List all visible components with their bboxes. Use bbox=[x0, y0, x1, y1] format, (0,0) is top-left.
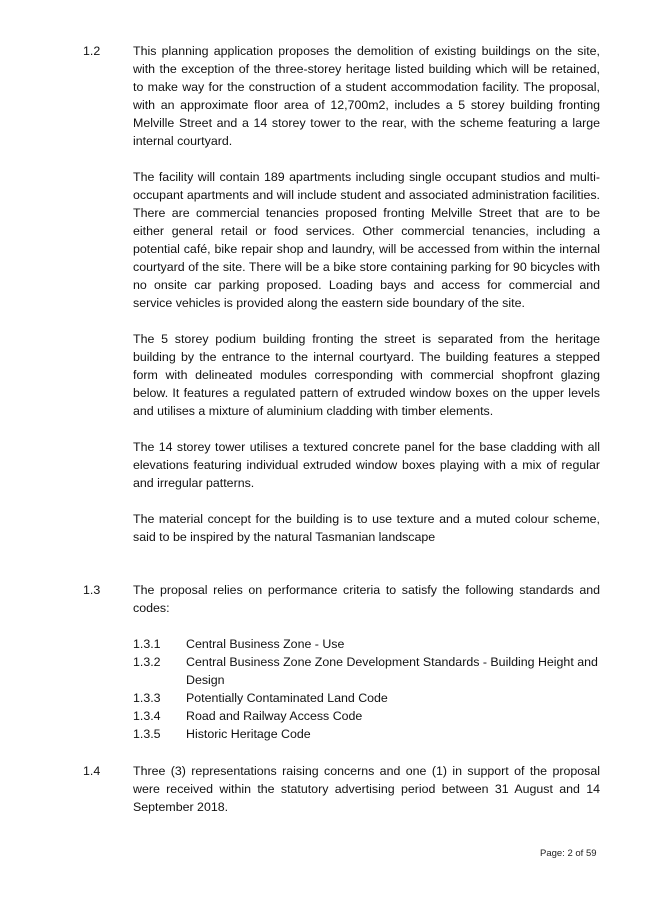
list-item-number: 1.3.3 bbox=[133, 691, 161, 705]
section-number: 1.4 bbox=[83, 764, 101, 778]
list-item-number: 1.3.4 bbox=[133, 709, 161, 723]
paragraph: The 5 storey podium building fronting the street is separated from the heritage building by the entrance to the internal courtyard. The building features a stepped form with delineated modules corresponding with commercial shopfront glazing below. It features a regulated pattern of extruded window boxes on the upper levels and utilises a mixture of aluminium cladding with timber elements. bbox=[133, 332, 600, 418]
paragraph: The 14 storey tower utilises a textured concrete panel for the base cladding with all elevations featuring individual extruded window boxes playing with a mix of regular and irregular patterns. bbox=[133, 440, 600, 490]
paragraph: The material concept for the building is to use texture and a muted colour scheme, said to be inspired by the natural Tasmanian landscape bbox=[133, 512, 600, 544]
paragraph: The proposal relies on performance criteria to satisfy the following standards and codes: bbox=[133, 583, 600, 615]
list-item-number: 1.3.5 bbox=[133, 727, 161, 741]
list-item-text: Road and Railway Access Code bbox=[186, 709, 363, 723]
section-number: 1.2 bbox=[83, 44, 101, 58]
paragraph: The facility will contain 189 apartments including single occupant studios and multi-occupant apartments and will include student and associated administration facilities. There are commercial tenancies proposed fronting Melville Street that are to be either general retail or food services. Other commercial tenancies, including a potential café, bike repair shop and laundry, will be accessed from within the internal courtyard of the site. There will be a bike store containing parking for 90 bicycles with no onsite car parking proposed. Loading bays and access for commercial and service vehicles is provided along the eastern side boundary of the site. bbox=[133, 170, 600, 310]
list-item bbox=[133, 635, 600, 653]
list-item-number: 1.3.2 bbox=[133, 655, 161, 669]
list-item-text: Potentially Contaminated Land Code bbox=[186, 691, 388, 705]
list-item bbox=[133, 653, 600, 689]
list-item-text: Central Business Zone Zone Development Standards - Building Height and Design bbox=[186, 655, 598, 687]
standards-list bbox=[133, 635, 600, 743]
section-number: 1.3 bbox=[83, 583, 101, 597]
page-number: Page: 2 of 59 bbox=[540, 848, 597, 859]
list-item bbox=[133, 689, 600, 707]
list-item bbox=[133, 725, 600, 743]
paragraph: Three (3) representations raising concerns and one (1) in support of the proposal were received within the statutory advertising period between 31 August and 14 September 2018. bbox=[133, 764, 600, 814]
list-item-text: Historic Heritage Code bbox=[186, 727, 311, 741]
section-body bbox=[133, 762, 600, 816]
section-body bbox=[133, 581, 600, 743]
section-body bbox=[133, 42, 600, 546]
paragraph: This planning application proposes the demolition of existing buildings on the site, with the exception of the three-storey heritage listed building which will be retained, to make way for the construction of a student accommodation facility. The proposal, with an approximate floor area of 12,700m2, includes a 5 storey building fronting Melville Street and a 14 storey tower to the rear, with the scheme featuring a large internal courtyard. bbox=[133, 44, 600, 148]
list-item-number: 1.3.1 bbox=[133, 637, 161, 651]
list-item-text: Central Business Zone - Use bbox=[186, 637, 345, 651]
list-item bbox=[133, 707, 600, 725]
